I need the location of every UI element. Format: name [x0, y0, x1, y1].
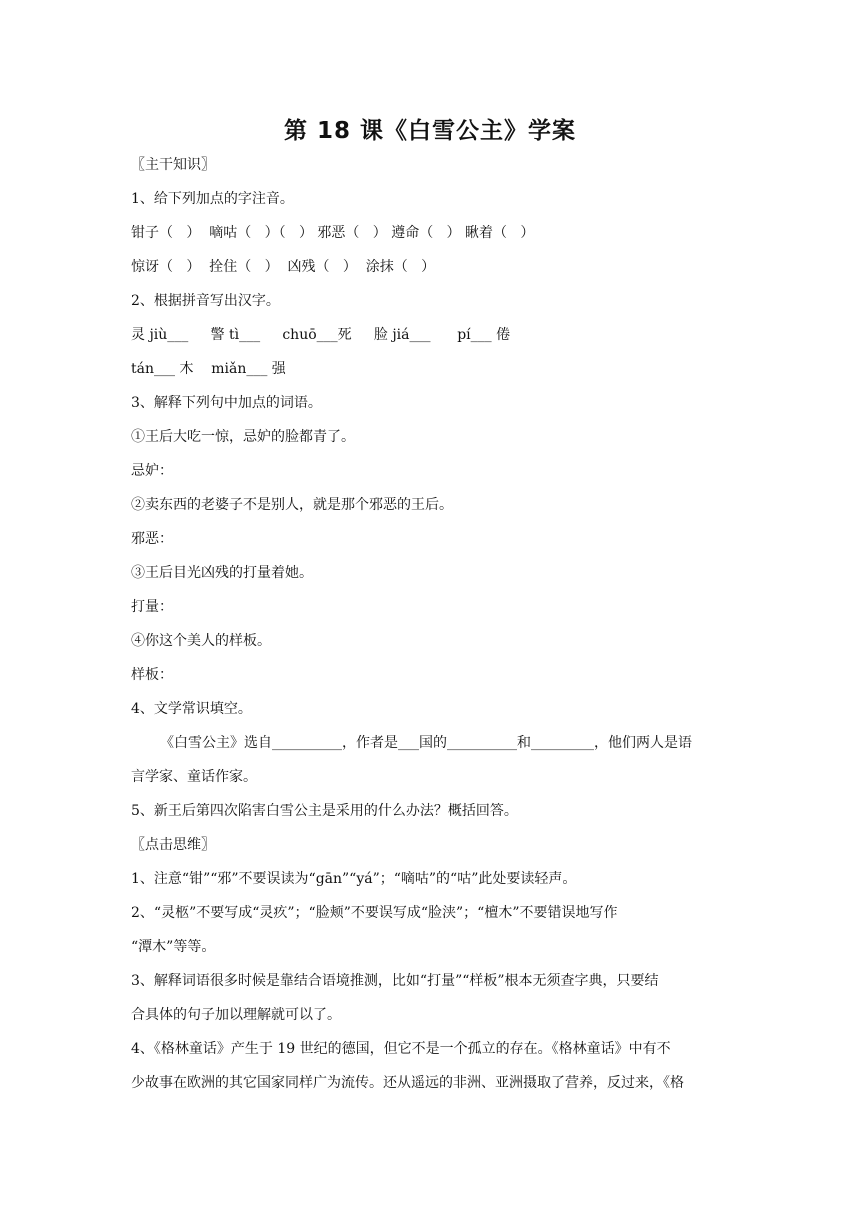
- tip-2-line-1: 2、“灵柩”不要写成“灵疚”；“脸颊”不要误写成“脸浃”；“檀木”不要错误地写作: [131, 905, 618, 921]
- question-1-row-2: 惊讶（ ） 拴住（ ） 凶残（ ） 涂抹（ ）: [131, 259, 436, 275]
- question-2-row-1: 灵 jiù___ 警 tì___ chuō___死 脸 jiá___ pí___ 倦: [131, 327, 511, 343]
- tip-1: 1、注意“钳”“邪”不要误读为“gān”“yá”；“嘀咕”的“咕”此处要读轻声。: [131, 871, 577, 887]
- page-title: 第 18 课《白雪公主》学案: [283, 118, 577, 144]
- tip-3-line-2: 合具体的句子加以理解就可以了。: [131, 1007, 341, 1023]
- tip-3-line-1: 3、解释词语很多时候是靠结合语境推测，比如“打量”“样板”根本无须查字典，只要结: [131, 973, 659, 989]
- answer-1-label: 忌妒：: [131, 463, 173, 479]
- question-4: 4、文学常识填空。: [131, 701, 252, 717]
- question-1-row-1: 钳子（ ） 嘀咕（ ）（ ） 邪恶（ ） 遵命（ ） 瞅着（ ）: [131, 225, 535, 241]
- question-1: 1、给下列加点的字注音。: [131, 191, 294, 207]
- question-2: 2、根据拼音写出汉字。: [131, 293, 280, 309]
- question-5: 5、新王后第四次陷害白雪公主是采用的什么办法？概括回答。: [131, 803, 518, 819]
- answer-4-label: 样板：: [131, 667, 173, 683]
- tip-4-line-2: 少故事在欧洲的其它国家同样广为流传。还从遥远的非洲、亚洲摄取了营养，反过来，《格: [131, 1075, 684, 1091]
- question-2-row-2: tán___ 木 miǎn___ 强: [131, 361, 286, 377]
- answer-3-label: 打量：: [131, 599, 173, 615]
- sentence-4: ④你这个美人的样板。: [131, 633, 271, 649]
- question-4-fill-line-1: 《白雪公主》选自__________，作者是___国的__________和_________，他们两人是语: [160, 735, 692, 751]
- sentence-1: ①王后大吃一惊，忌妒的脸都青了。: [131, 429, 355, 445]
- section-heading-thinking: 〖点击思维〗: [131, 837, 215, 853]
- sentence-3: ③王后目光凶残的打量着她。: [131, 565, 313, 581]
- section-heading-main: 〖主干知识〗: [131, 157, 215, 173]
- tip-2-line-2: “潭木”等等。: [131, 939, 216, 955]
- answer-2-label: 邪恶：: [131, 531, 173, 547]
- tip-4-line-1: 4、《格林童话》产生于 19 世纪的德国，但它不是一个孤立的存在。《格林童话》中有不: [131, 1041, 671, 1057]
- question-4-fill-line-2: 言学家、童话作家。: [131, 769, 257, 785]
- question-3: 3、解释下列句中加点的词语。: [131, 395, 322, 411]
- sentence-2: ②卖东西的老婆子不是别人，就是那个邪恶的王后。: [131, 497, 453, 513]
